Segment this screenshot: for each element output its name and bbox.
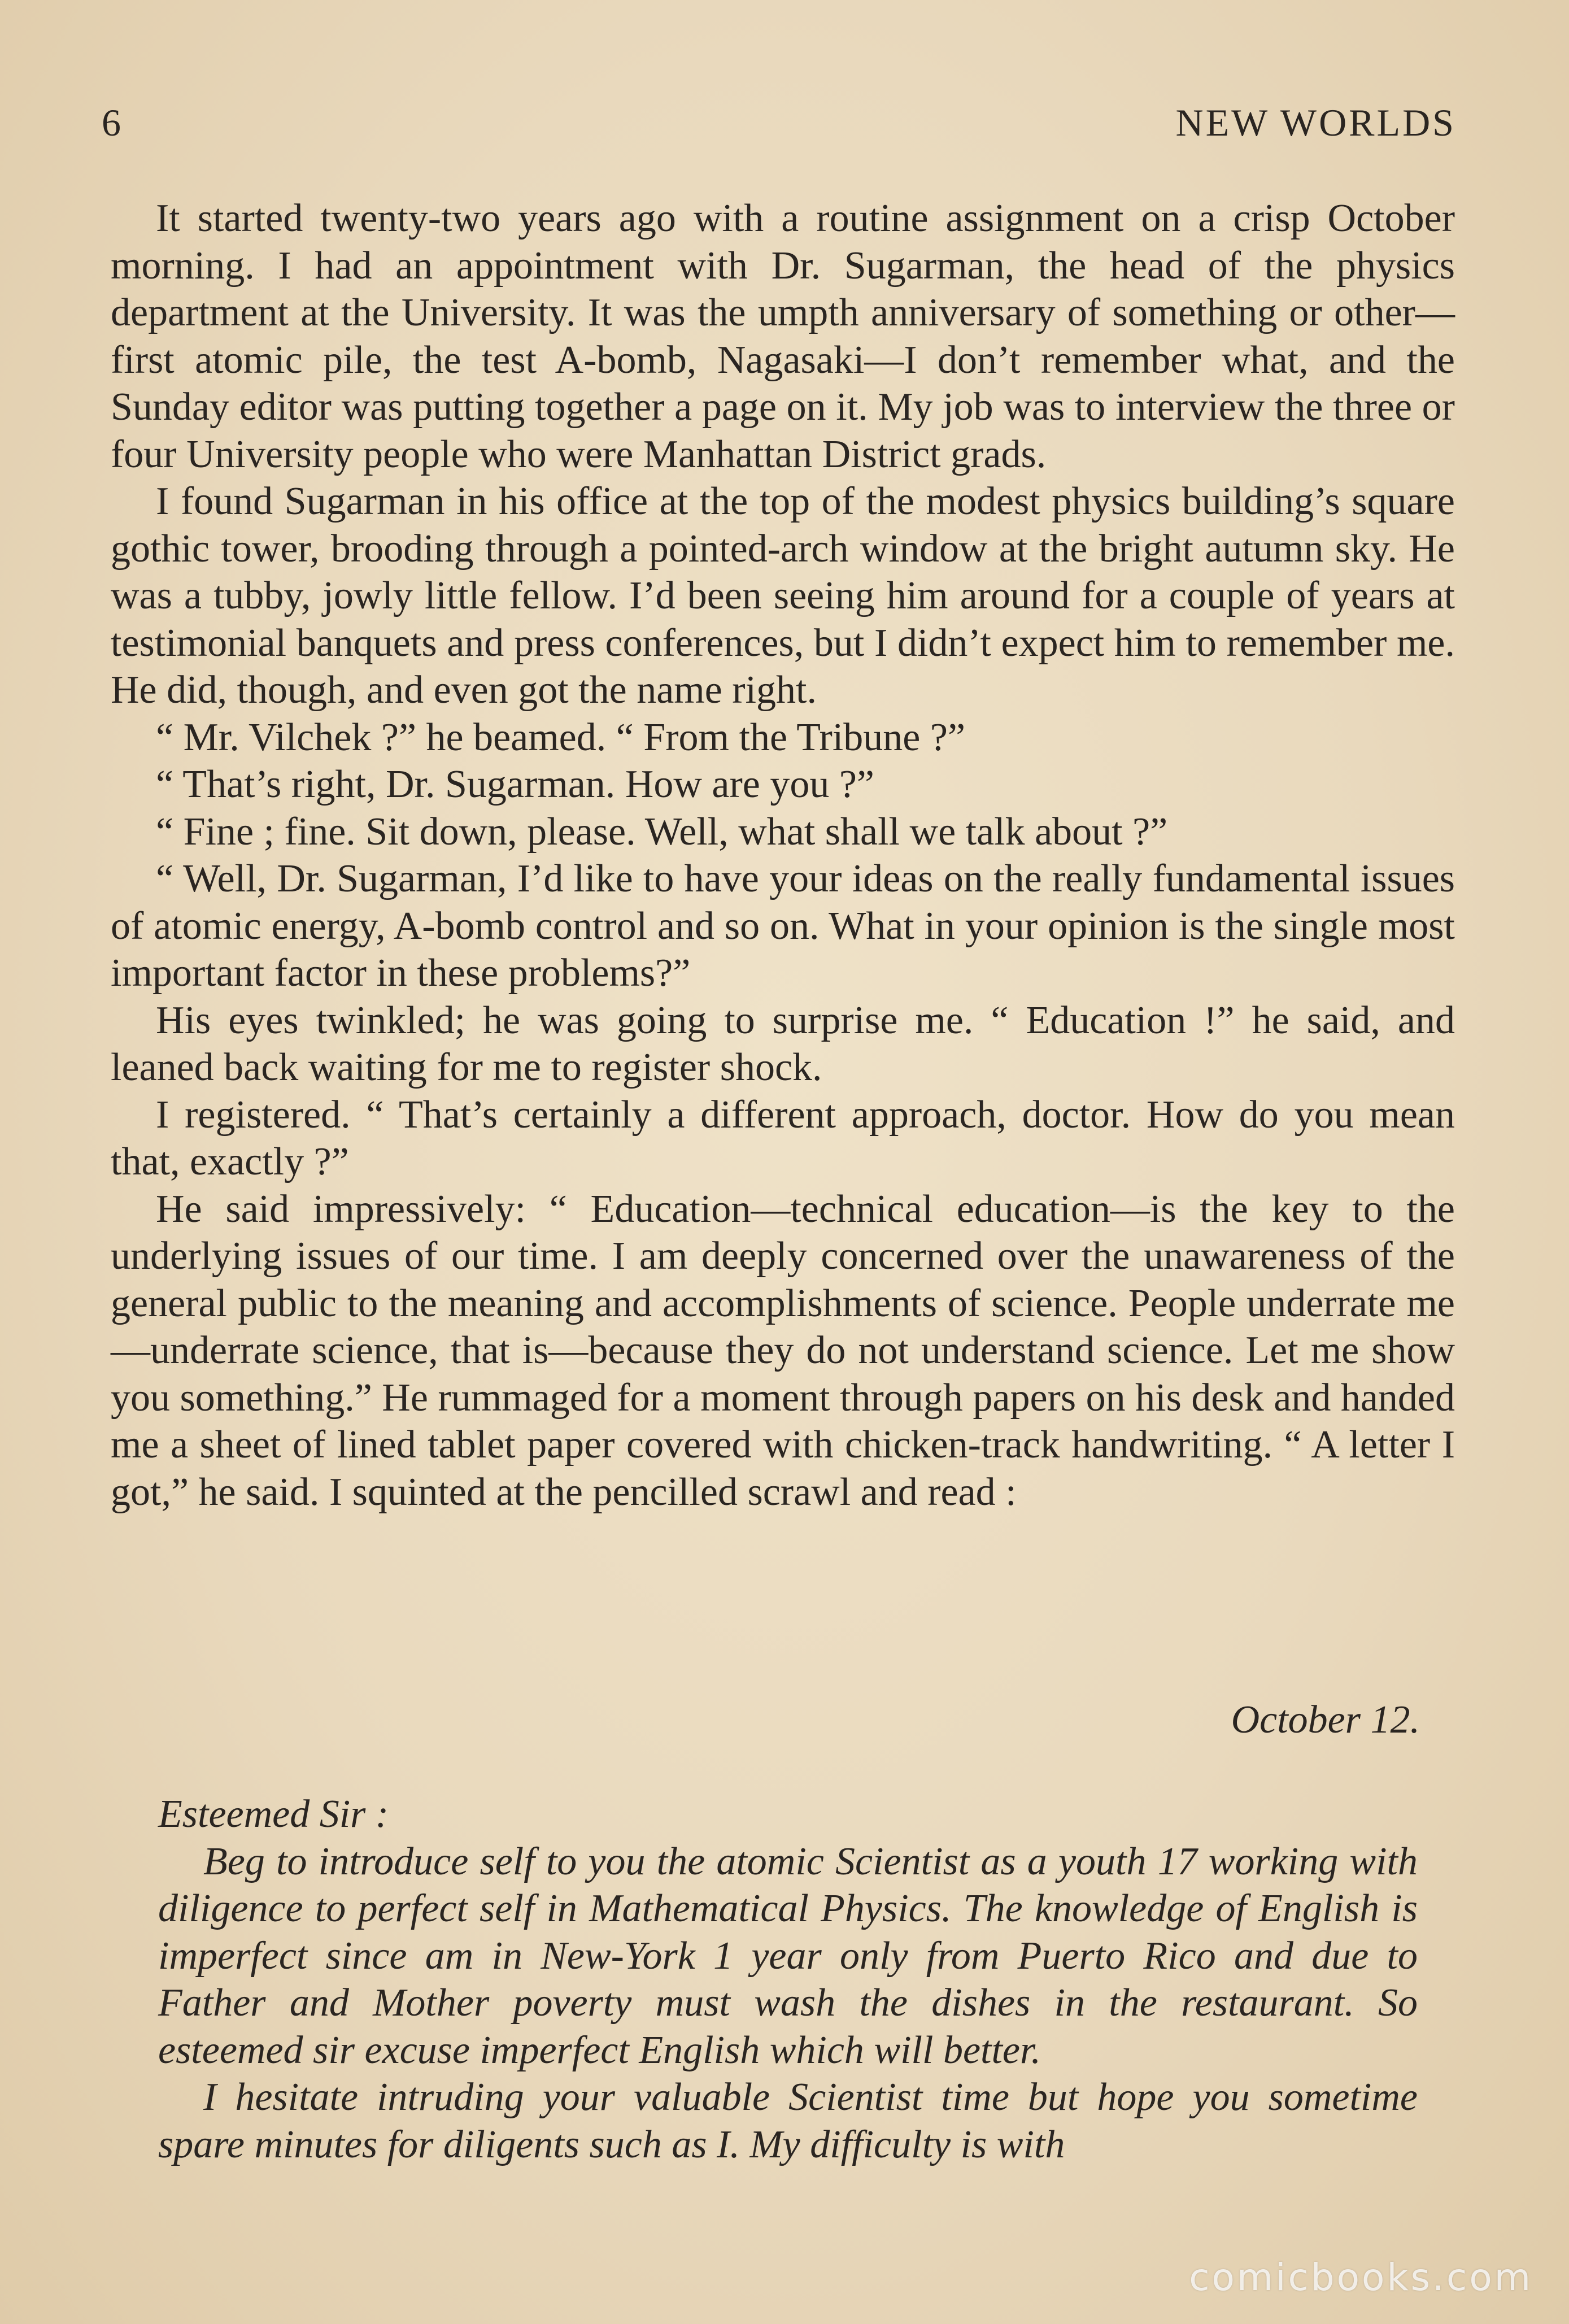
letter-date: October 12.	[1231, 1698, 1420, 1742]
paragraph: I registered. “ That’s certainly a different approach, doctor. How do you mean that, exactly ?”	[111, 1093, 1455, 1183]
paragraph: “ Well, Dr. Sugarman, I’d like to have your ideas on the really fundamental issues of atomic energy, A-bomb control and so on. What in your opinion is the single most important factor in these problems?”	[111, 857, 1455, 995]
site-watermark: comicbooks.com	[1189, 2256, 1533, 2299]
paragraph: It started twenty-two years ago with a routine assignment on a crisp October morning. I had an appointment with Dr. Sugarman, the head of the physics department at the University. It was the umpth anniversary of something or other—first atomic pile, the test A-bomb, Nagasaki—I don’t remember what, and the Sunday editor was putting together a page on it. My job was to interview the three or four University people who were Manhattan District grads.	[111, 197, 1455, 476]
quoted-letter	[158, 1791, 1418, 2168]
paragraph: He said impressively: “ Education—technical education—is the key to the underlying issues of our time. I am deeply concerned over the unawareness of the general public to the meaning and accomplishments of science. People underrate me—underrate science, that is—because they do not understand science. Let me show you something.” He rummaged for a moment through papers on his desk and handed me a sheet of lined tablet paper covered with chicken-track handwriting. “ A letter I got,” he said. I squinted at the pencilled scrawl and read :	[111, 1187, 1455, 1514]
story-text	[111, 195, 1455, 1516]
running-title: NEW WORLDS	[1175, 101, 1456, 144]
letter-paragraph: Beg to introduce self to you the atomic Scientist as a youth 17 working with diligence to perfect self in Mathematical Physics. The knowledge of English is imperfect since am in New-York 1 year only from Puerto Rico and due to Father and Mother poverty must wash the dishes in the restaurant. So esteemed sir excuse imperfect English which will better.	[158, 1839, 1418, 2072]
paragraph: “ Fine ; fine. Sit down, please. Well, what shall we talk about ?”	[156, 810, 1168, 854]
letter-salutation: Esteemed Sir :	[158, 1792, 389, 1836]
paragraph: I found Sugarman in his office at the top of the modest physics building’s square gothic tower, brooding through a pointed-arch window at the bright autumn sky. He was a tubby, jowly little fellow. I’d been seeing him around for a couple of years at testimonial banquets and press conferences, but I didn’t expect him to remember me. He did, though, and even got the name right.	[111, 480, 1455, 712]
paragraph: “ Mr. Vilchek ?” he beamed. “ From the Tribune ?”	[156, 715, 966, 759]
page-number: 6	[102, 101, 122, 144]
letter-paragraph: I hesitate intruding your valuable Scientist time but hope you sometime spare minutes for diligents such as I. My difficulty is with	[158, 2075, 1418, 2166]
page-header	[102, 101, 1456, 151]
paragraph: His eyes twinkled; he was going to surprise me. “ Education !” he said, and leaned back waiting for me to register shock.	[111, 998, 1455, 1089]
paragraph: “ That’s right, Dr. Sugarman. How are you ?”	[156, 763, 874, 806]
